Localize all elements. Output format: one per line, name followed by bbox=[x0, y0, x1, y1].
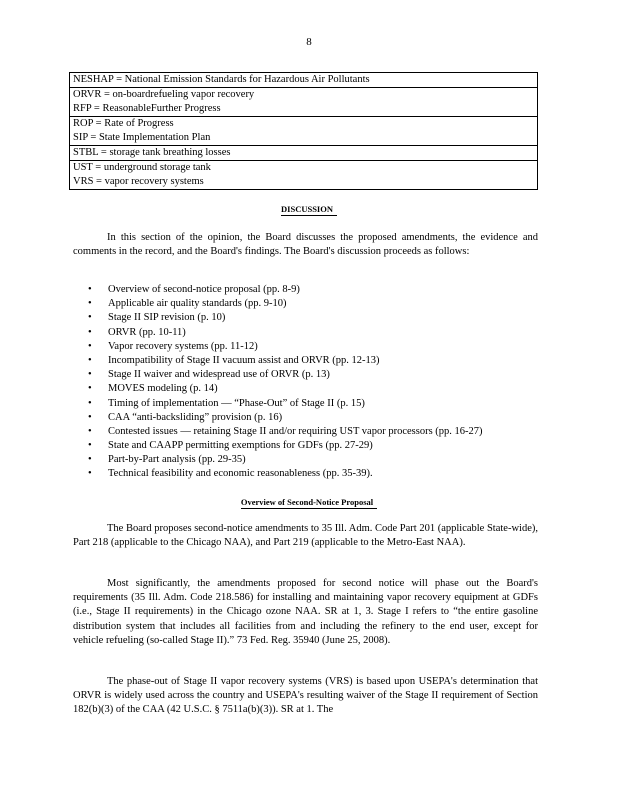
list-item: • Part-by-Part analysis (pp. 29-35) bbox=[88, 454, 246, 466]
abbreviation-orvr: ORVR = on-boardrefueling vapor recovery bbox=[73, 89, 255, 100]
abbreviation-ust: UST = underground storage tank bbox=[73, 162, 211, 173]
abbreviation-neshap: NESHAP = National Emission Standards for Hazardous Air Pollutants bbox=[73, 74, 370, 85]
list-item: • Stage II waiver and widespread use of ORVR (p. 13) bbox=[88, 369, 330, 381]
overview-paragraph: The Board proposes second-notice amendments to 35 Ill. Adm. Code Part 201 (applicable State-wide), Part 218 (applicable to the Chicago NAA), and Part 219 (applicable to the Metro-East NAA). bbox=[73, 523, 538, 549]
abbreviation-sip: SIP = State Implementation Plan bbox=[73, 132, 211, 143]
page-number: 8 bbox=[306, 36, 312, 48]
abbreviation-group bbox=[69, 160, 538, 190]
abbreviation-vrs: VRS = vapor recovery systems bbox=[73, 176, 204, 187]
abbreviation-group bbox=[69, 145, 538, 160]
abbreviation-rop: ROP = Rate of Progress bbox=[73, 118, 174, 129]
abbreviation-group bbox=[69, 116, 538, 145]
list-item: • Contested issues — retaining Stage II and/or requiring UST vapor processors (pp. 16-27) bbox=[88, 425, 483, 437]
list-item: • MOVES modeling (p. 14) bbox=[88, 383, 218, 395]
list-item: • Technical feasibility and economic reasonableness (pp. 35-39). bbox=[88, 468, 373, 480]
list-item: • Incompatibility of Stage II vacuum assist and ORVR (pp. 12-13) bbox=[88, 354, 380, 366]
list-item: • Overview of second-notice proposal (pp. 8-9) bbox=[88, 284, 300, 295]
list-item: • Timing of implementation — “Phase-Out” of Stage II (p. 15) bbox=[88, 397, 365, 409]
list-item: • Stage II SIP revision (p. 10) bbox=[88, 312, 226, 324]
overview-heading bbox=[0, 497, 618, 509]
discussion-outline-list bbox=[88, 283, 548, 482]
list-item: • ORVR (pp. 10-11) bbox=[88, 326, 186, 338]
abbreviation-group bbox=[69, 72, 538, 87]
discussion-heading bbox=[0, 204, 618, 216]
discussion-heading-text: DISCUSSION bbox=[281, 204, 337, 216]
list-item: • State and CAAPP permitting exemptions for GDFs (pp. 27-29) bbox=[88, 440, 373, 452]
abbreviation-rfp: RFP = ReasonableFurther Progress bbox=[73, 103, 221, 114]
list-item: • Vapor recovery systems (pp. 11-12) bbox=[88, 340, 258, 352]
overview-heading-text: Overview of Second-Notice Proposal bbox=[241, 497, 377, 509]
overview-paragraph: The phase-out of Stage II vapor recovery systems (VRS) is based upon USEPA's determination that ORVR is widely used across the country and USEPA's resulting waiver of the Stage II requirement of Section 182(b)(3) of the CAA (42 U.S.C. § 7511a(b)(3)). SR at 1. The bbox=[73, 676, 538, 716]
discussion-intro bbox=[73, 231, 538, 259]
abbreviation-group bbox=[69, 87, 538, 116]
discussion-intro-text: In this section of the opinion, the Board discusses the proposed amendments, the evidence and comments in the record, and the Board's findings. The Board's discussion proceeds as follows: bbox=[73, 232, 538, 258]
overview-paragraph: Most significantly, the amendments proposed for second notice will phase out the Board's requirements (35 Ill. Adm. Code 218.586) for installing and maintaining vapor recovery equipment at GDFs (i.e., Stage II requirements) in the Chicago ozone NAA. SR at 1, 3. Stage I refers to “the entire gasoline distribution system that includes all facilities from and including the refinery to the end user, except for vehicle refueling (so-called Stage II).” 73 Fed. Reg. 35940 (June 25, 2008). bbox=[73, 578, 538, 646]
list-item: • CAA “anti-backsliding” provision (p. 16) bbox=[88, 411, 283, 423]
list-item: • Applicable air quality standards (pp. 9-10) bbox=[88, 298, 287, 310]
abbreviation-stbl: STBL = storage tank breathing losses bbox=[73, 147, 231, 158]
abbreviation-table bbox=[69, 72, 538, 190]
